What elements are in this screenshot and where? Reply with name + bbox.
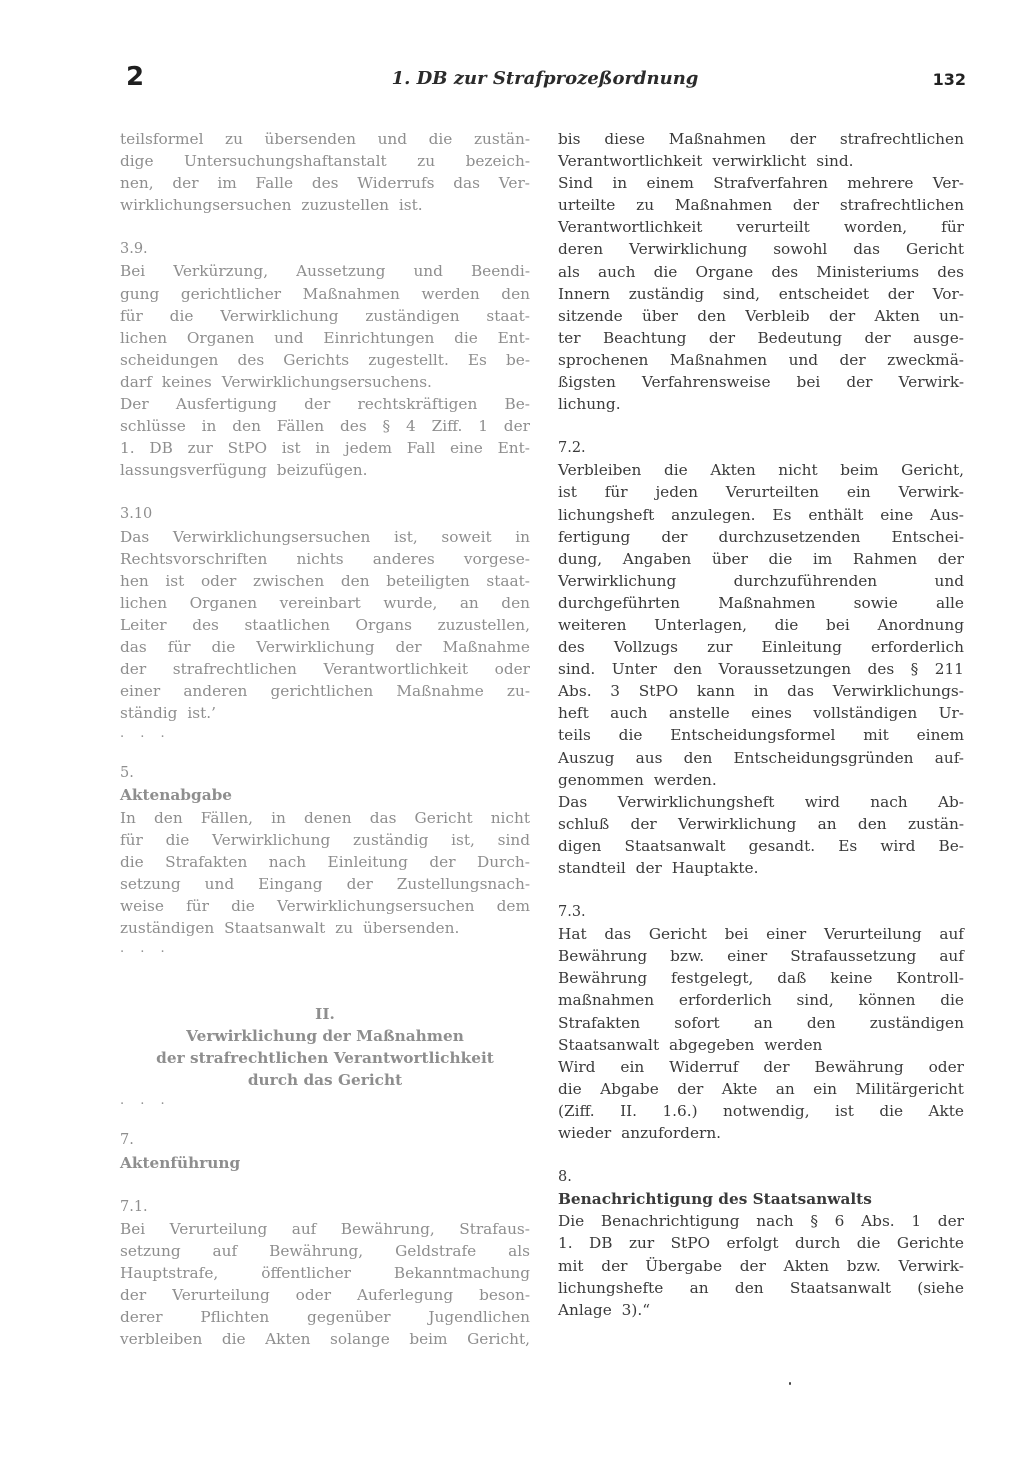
text-line: setzung und Eingang der Zustellungsnach- bbox=[120, 874, 530, 893]
text-line: das für die Verwirklichung der Maßnahme bbox=[120, 637, 530, 656]
text-line: weiteren Unterlagen, die bei Anordnung bbox=[558, 615, 964, 634]
paragraph-gap bbox=[120, 216, 530, 238]
text-line: der Verurteilung oder Auferlegung beson- bbox=[120, 1286, 530, 1305]
section-heading: Aktenführung bbox=[120, 1153, 241, 1172]
text-line: 1. DB zur StPO erfolgt durch die Gerichte bbox=[558, 1234, 964, 1253]
omission-ellipsis: . . . bbox=[120, 1093, 171, 1109]
page-number: 132 bbox=[932, 70, 966, 89]
heading-line: II. bbox=[315, 1005, 335, 1024]
paragraph bbox=[558, 923, 964, 1056]
section-number: 7.1. bbox=[120, 1198, 148, 1215]
section-number: 3.9. bbox=[120, 241, 148, 258]
speck-mark bbox=[789, 1382, 791, 1385]
paragraph-gap bbox=[120, 1174, 530, 1196]
text-line: Bewährung festgelegt, daß keine Kontroll- bbox=[558, 969, 964, 988]
text-line: (Ziff. II. 1.6.) notwendig, ist die Akte bbox=[558, 1101, 964, 1120]
paragraph-gap bbox=[120, 1111, 530, 1129]
text-line: Bei Verurteilung auf Bewährung, Strafaus- bbox=[120, 1219, 530, 1238]
paragraph bbox=[120, 128, 530, 216]
text-line: Bei Verkürzung, Aussetzung und Beendi- bbox=[120, 262, 530, 281]
paragraph bbox=[120, 1218, 530, 1351]
text-line: als auch die Organe des Ministeriums des bbox=[558, 262, 964, 281]
text-line: ter Beachtung der Bedeutung der ausge- bbox=[558, 328, 964, 347]
text-line: Innern zuständig sind, entscheidet der Vor- bbox=[558, 284, 964, 303]
text-line: die Strafakten nach Einleitung der Durch- bbox=[120, 852, 530, 871]
text-line: urteilte zu Maßnahmen der strafrechtlichen bbox=[558, 196, 964, 215]
text-line: genommen werden. bbox=[558, 770, 717, 789]
text-line: lichung. bbox=[558, 395, 621, 414]
paragraph bbox=[120, 807, 530, 940]
text-line: der strafrechtlichen Verantwortlichkeit oder bbox=[120, 660, 530, 679]
text-line: schluß der Verwirklichung an den zustän- bbox=[558, 814, 964, 833]
text-line: Das Verwirklichungsersuchen ist, soweit in bbox=[120, 527, 530, 546]
text-line: Staatsanwalt abgegeben werden bbox=[558, 1035, 823, 1054]
text-line: Hat das Gericht bei einer Verurteilung auf bbox=[558, 925, 964, 944]
paragraph bbox=[558, 791, 964, 879]
text-line: bis diese Maßnahmen der strafrechtlichen bbox=[558, 130, 964, 148]
paragraph bbox=[558, 1210, 964, 1320]
text-line: lassungsverfügung beizufügen. bbox=[120, 461, 368, 480]
text-line: Wird ein Widerruf der Bewährung oder bbox=[558, 1057, 964, 1076]
text-line: dung, Angaben über die im Rahmen der bbox=[558, 549, 964, 568]
text-line: Die Benachrichtigung nach § 6 Abs. 1 der bbox=[558, 1212, 964, 1231]
text-line: derer Pflichten gegenüber Jugendlichen bbox=[120, 1308, 530, 1327]
text-line: weise für die Verwirklichungsersuchen dem bbox=[120, 896, 530, 915]
paragraph bbox=[558, 128, 964, 172]
text-line: nen, der im Falle des Widerrufs das Ver- bbox=[120, 174, 530, 193]
text-line: In den Fällen, in denen das Gericht nicht bbox=[120, 808, 530, 827]
text-line: mit der Übergabe der Akten bzw. Verwirk- bbox=[558, 1256, 964, 1275]
running-title: 1. DB zur Strafprozeßordnung bbox=[391, 68, 699, 89]
text-line: maßnahmen erforderlich sind, können die bbox=[558, 991, 964, 1010]
text-line: scheidungen des Gerichts zugestellt. Es be- bbox=[120, 350, 530, 369]
section-number: 8. bbox=[558, 1169, 572, 1186]
text-line: Abs. 3 StPO kann in das Verwirklichungs- bbox=[558, 682, 964, 701]
text-line: Verbleiben die Akten nicht beim Gericht, bbox=[558, 461, 964, 480]
text-line: lichen Organen vereinbart wurde, an den bbox=[120, 593, 530, 612]
heading-line: der strafrechtlichen Verantwortlichkeit bbox=[156, 1049, 494, 1068]
section-heading: Aktenabgabe bbox=[120, 786, 233, 805]
text-line: Bewährung bzw. einer Strafaussetzung auf bbox=[558, 947, 964, 966]
text-line: Auszug aus den Entscheidungsgründen auf- bbox=[558, 748, 964, 767]
text-line: einer anderen gerichtlichen Maßnahme zu- bbox=[120, 682, 530, 701]
text-line: sprochenen Maßnahmen und der zweckmä- bbox=[558, 350, 964, 369]
text-line: hen ist oder zwischen den beteiligten staat- bbox=[120, 571, 530, 590]
text-line: setzung auf Bewährung, Geldstrafe als bbox=[120, 1241, 530, 1260]
paragraph bbox=[120, 260, 530, 393]
text-line: lichungsheft anzulegen. Es enthält eine Aus- bbox=[558, 505, 964, 524]
section-number: 7. bbox=[120, 1132, 134, 1149]
text-line: Rechtsvorschriften nichts anderes vorgese- bbox=[120, 549, 530, 568]
text-line: wirklichungsersuchen zuzustellen ist. bbox=[120, 196, 423, 215]
heading-line: durch das Gericht bbox=[247, 1071, 403, 1090]
text-line: ßigsten Verfahrensweise bei der Verwirk- bbox=[558, 373, 964, 392]
text-line: die Abgabe der Akte an ein Militärgericht bbox=[558, 1079, 964, 1098]
text-line: Anlage 3).“ bbox=[558, 1300, 651, 1319]
section-number: 7.2. bbox=[558, 440, 586, 457]
left-column bbox=[120, 128, 530, 1350]
text-line: Verantwortlichkeit verurteilt worden, für bbox=[558, 218, 964, 237]
text-line: lichen Organen und Einrichtungen die Ent- bbox=[120, 328, 530, 347]
right-column bbox=[558, 128, 964, 1321]
text-line: standteil der Hauptakte. bbox=[558, 859, 759, 877]
text-line: gung gerichtlicher Maßnahmen werden den bbox=[120, 284, 530, 303]
part-heading bbox=[120, 1003, 530, 1091]
text-line: Leiter des staatlichen Organs zuzustellen, bbox=[120, 615, 530, 634]
text-line: dige Untersuchungshaftanstalt zu bezeich- bbox=[120, 152, 530, 171]
text-line: Das Verwirklichungsheft wird nach Ab- bbox=[558, 792, 964, 811]
text-line: schlüsse in den Fällen des § 4 Ziff. 1 der bbox=[120, 417, 530, 436]
paragraph-gap bbox=[558, 415, 964, 437]
omission-ellipsis: . . . bbox=[120, 941, 171, 957]
paragraph bbox=[558, 1056, 964, 1144]
text-line: Sind in einem Strafverfahren mehrere Ver- bbox=[558, 174, 964, 193]
text-line: Verwirklichung durchzuführenden und bbox=[558, 571, 964, 590]
text-line: darf keines Verwirklichungsersuchens. bbox=[120, 372, 432, 391]
text-line: lichungshefte an den Staatsanwalt (siehe bbox=[558, 1278, 964, 1297]
text-line: Strafakten sofort an den zuständigen bbox=[558, 1013, 964, 1032]
paragraph-gap bbox=[558, 1144, 964, 1166]
paragraph bbox=[120, 393, 530, 481]
text-line: fertigung der durchzusetzenden Entschei- bbox=[558, 527, 964, 546]
heading-line: Verwirklichung der Maßnahmen bbox=[186, 1027, 464, 1046]
text-line: ständig ist.’ bbox=[120, 704, 216, 723]
text-line: Hauptstrafe, öffentlicher Bekanntmachung bbox=[120, 1263, 530, 1282]
chapter-number: 2 bbox=[126, 62, 145, 92]
section-gap bbox=[120, 959, 530, 1003]
text-line: teilsformel zu übersenden und die zustän- bbox=[120, 130, 530, 148]
text-line: heft auch anstelle eines vollständigen Ur- bbox=[558, 704, 964, 723]
text-line: des Vollzugs zur Einleitung erforderlich bbox=[558, 638, 964, 657]
paragraph-gap bbox=[558, 879, 964, 901]
section-number: 5. bbox=[120, 765, 134, 782]
text-line: durchgeführten Maßnahmen sowie alle bbox=[558, 593, 964, 612]
text-line: Verantwortlichkeit verwirklicht sind. bbox=[558, 152, 854, 171]
omission-ellipsis: . . . bbox=[120, 726, 171, 742]
text-line: verbleiben die Akten solange beim Gericht, bbox=[120, 1330, 530, 1349]
page-header bbox=[122, 62, 968, 98]
text-line: 1. DB zur StPO ist in jedem Fall eine Ent- bbox=[120, 439, 530, 458]
text-line: Der Ausfertigung der rechtskräftigen Be- bbox=[120, 395, 530, 414]
section-number: 3.10 bbox=[120, 506, 153, 523]
paragraph bbox=[558, 459, 964, 790]
text-line: ist für jeden Verurteilten ein Verwirk- bbox=[558, 483, 964, 502]
paragraph-gap bbox=[120, 481, 530, 503]
text-line: sitzende über den Verbleib der Akten un- bbox=[558, 306, 964, 325]
text-line: sind. Unter den Voraussetzungen des § 211 bbox=[558, 660, 964, 679]
section-heading: Benachrichtigung des Staatsanwalts bbox=[558, 1190, 872, 1209]
text-line: für die Verwirklichung zuständigen staat- bbox=[120, 306, 530, 325]
paragraph bbox=[558, 172, 964, 415]
text-line: digen Staatsanwalt gesandt. Es wird Be- bbox=[558, 836, 964, 855]
text-line: teils die Entscheidungsformel mit einem bbox=[558, 726, 964, 745]
text-line: für die Verwirklichung zuständig ist, sind bbox=[120, 830, 530, 849]
paragraph-gap bbox=[120, 744, 530, 762]
text-line: wieder anzufordern. bbox=[558, 1124, 722, 1143]
text-line: zuständigen Staatsanwalt zu übersenden. bbox=[120, 919, 460, 937]
paragraph bbox=[120, 526, 530, 725]
section-number: 7.3. bbox=[558, 904, 586, 921]
text-line: deren Verwirklichung sowohl das Gericht bbox=[558, 240, 964, 259]
